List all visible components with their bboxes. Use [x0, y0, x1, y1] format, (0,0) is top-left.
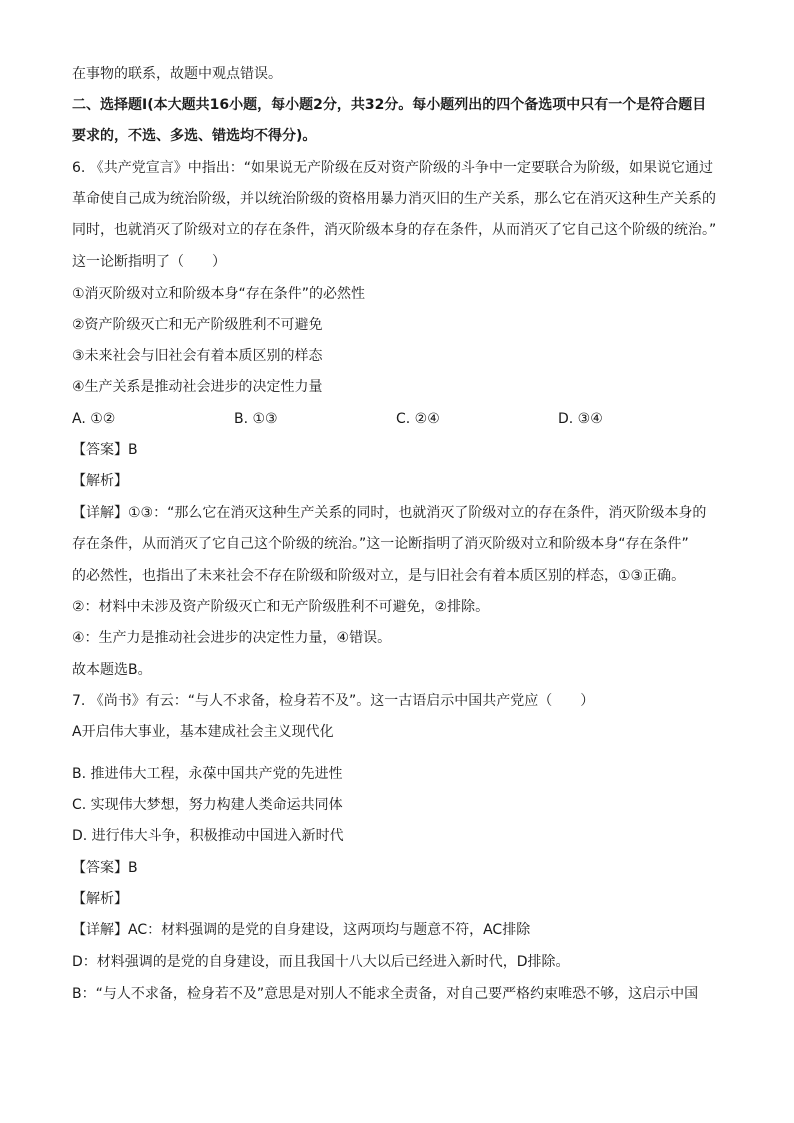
- statement-2: ②资产阶级灭亡和无产阶级胜利不可避免: [72, 317, 323, 333]
- question-6-stem: 同时，也就消灭了阶级对立的存在条件，消灭阶级本身的存在条件，从而消灭了它自己这个阶级的统治。”: [72, 222, 717, 238]
- statement-4: ④生产关系是推动社会进步的决定性力量: [72, 379, 323, 395]
- section-heading-cont: 要求的，不选、多选、错选均不得分)。: [72, 128, 317, 144]
- text-line: 在事物的联系，故题中观点错误。: [72, 66, 282, 82]
- section-heading: 二、选择题Ⅰ(本大题共16小题，每小题2分，共32分。每小题列出的四个备选项中只有一个是符合题目: [72, 97, 707, 113]
- explanation-line: 的必然性，也指出了未来社会不存在阶级和阶级对立，是与旧社会有着本质区别的样态，①③正确。: [72, 568, 686, 584]
- q6-option-d: D. ③④: [558, 411, 603, 427]
- explanation-line: D：材料强调的是党的自身建设，而且我国十八大以后已经进入新时代，D排除。: [72, 954, 570, 970]
- statement-1: ①消灭阶级对立和阶级本身“存在条件”的必然性: [72, 286, 366, 302]
- analysis-label: 【解析】: [72, 891, 128, 907]
- q6-option-b: B. ①③: [234, 411, 278, 427]
- explanation-line: ②：材料中未涉及资产阶级灭亡和无产阶级胜利不可避免，②排除。: [72, 599, 490, 615]
- answer-label: 【答案】B: [72, 442, 138, 458]
- question-6-stem: 6. 《共产党宣言》中指出：“如果说无产阶级在反对资产阶级的斗争中一定要联合为阶级，如果说它通过: [72, 160, 714, 176]
- explanation-line: B：“与人不求备，检身若不及”意思是对别人不能求全责备，对自己要严格约束唯恐不够，这启示中国: [72, 986, 699, 1002]
- explanation-line: 【详解】AC：材料强调的是党的自身建设，这两项均与题意不符，AC排除: [72, 922, 531, 938]
- q7-option-a: A开启伟大事业，基本建成社会主义现代化: [72, 724, 334, 740]
- conclusion-line: 故本题选B。: [72, 662, 152, 678]
- statement-3: ③未来社会与旧社会有着本质区别的样态: [72, 348, 323, 364]
- q7-option-d: D. 进行伟大斗争，积极推动中国进入新时代: [72, 828, 344, 844]
- q7-option-b: B. 推进伟大工程，永葆中国共产党的先进性: [72, 766, 343, 782]
- question-7-stem: 7. 《尚书》有云：“与人不求备，检身若不及”。这一古语启示中国共产党应（ ）: [72, 693, 595, 709]
- q7-option-c: C. 实现伟大梦想，努力构建人类命运共同体: [72, 797, 343, 813]
- q6-option-c: C. ②④: [396, 411, 440, 427]
- question-6-stem: 革命使自己成为统治阶级，并以统治阶级的资格用暴力消灭旧的生产关系，那么它在消灭这种生产关系的: [72, 191, 716, 207]
- explanation-line: 【详解】①③：“那么它在消灭这种生产关系的同时，也就消灭了阶级对立的存在条件，消灭阶级本身的: [72, 505, 707, 521]
- explanation-line: ④：生产力是推动社会进步的决定性力量，④错误。: [72, 630, 392, 646]
- q6-option-a: A. ①②: [72, 411, 116, 427]
- question-6-stem: 这一论断指明了（ ）: [72, 254, 226, 270]
- explanation-line: 存在条件，从而消灭了它自己这个阶级的统治。”这一论断指明了消灭阶级对立和阶级本身“存在条件”: [72, 536, 689, 552]
- analysis-label: 【解析】: [72, 473, 128, 489]
- answer-label: 【答案】B: [72, 860, 138, 876]
